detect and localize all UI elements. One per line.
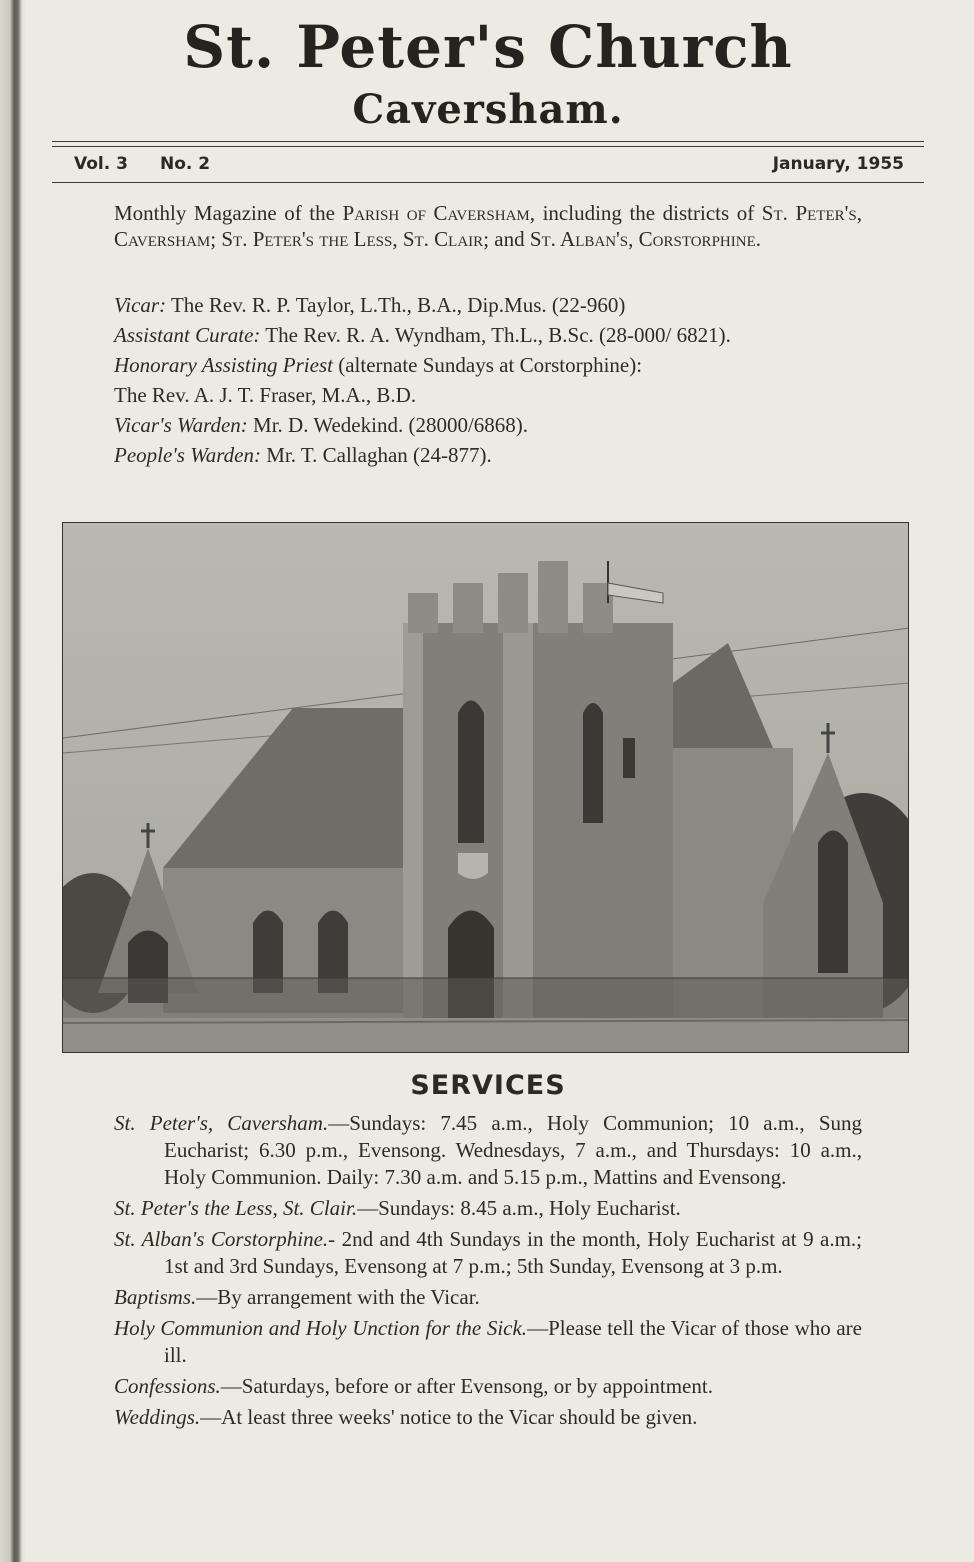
staff-assistant-curate <box>114 322 866 349</box>
staff-text: The Rev. A. J. T. Fraser, M.A., B.D. <box>114 383 417 407</box>
staff-vicar <box>114 292 866 319</box>
staff-role: Honorary Assisting Priest <box>114 353 333 377</box>
service-sick <box>114 1315 862 1369</box>
staff-text: The Rev. R. P. Taylor, L.Th., B.A., Dip.Mus. (22-960) <box>166 293 626 317</box>
service-st-albans <box>114 1226 862 1280</box>
staff-honorary-priest <box>114 352 866 379</box>
staff-role: Vicar: <box>114 293 167 317</box>
intro-text-2: , including the districts of <box>529 201 762 225</box>
service-text: —By arrangement with the Vicar. <box>196 1285 480 1309</box>
staff-role: Assistant Curate: <box>114 323 261 347</box>
service-text: —Please tell the Vicar of those who are ill. <box>164 1316 863 1367</box>
service-label: St. Peter's, Caversham. <box>114 1111 329 1135</box>
staff-role: People's Warden: <box>114 443 261 467</box>
church-illustration <box>63 523 909 1053</box>
issue-line <box>74 152 904 178</box>
staff-text: The Rev. R. A. Wyndham, Th.L., B.Sc. (28-000/ 6821). <box>260 323 731 347</box>
service-st-peters-the-less <box>114 1195 862 1222</box>
intro-text-3: ; <box>210 227 222 251</box>
issue-date: January, 1955 <box>772 154 904 174</box>
intro-text-4: ; and <box>483 227 530 251</box>
service-text: —Saturdays, before or after Evensong, or by appointment. <box>220 1374 713 1398</box>
intro-paragraph <box>114 200 862 252</box>
service-text: —Sundays: 8.45 a.m., Holy Eucharist. <box>357 1196 681 1220</box>
magazine-subtitle: Caversham. <box>352 86 624 133</box>
staff-text: Mr. T. Callaghan (24-877). <box>261 443 492 467</box>
service-label: Baptisms. <box>114 1285 197 1309</box>
intro-district-3: St. Alban's, Corstorphine <box>529 227 756 251</box>
staff-honorary-priest-name <box>114 382 866 409</box>
magazine-title: St. Peter's Church <box>183 13 793 81</box>
service-text: - 2nd and 4th Sundays in the month, Holy Eucharist at 9 a.m.; 1st and 3rd Sundays, Evensong at 7 p.m.; 5th Sunday, Evensong at 3 p.m. <box>164 1227 862 1278</box>
intro-district-1: St. Peter's, Caversham <box>114 201 862 251</box>
staff-vicars-warden <box>114 412 866 439</box>
header-rule-bottom <box>52 182 924 183</box>
service-label: Weddings. <box>114 1405 201 1429</box>
service-label: Confessions. <box>114 1374 221 1398</box>
page-spine <box>0 0 26 1562</box>
service-confessions <box>114 1373 862 1400</box>
service-text: —Sundays: 7.45 a.m., Holy Communion; 10 a.m., Sung Eucharist; 6.30 p.m., Evensong. Wednesdays, 7 a.m., and Thursdays: 10 a.m., Holy Communion. Daily: 7.30 a.m. and 5.15 p.m., Mattins and Evensong. <box>164 1111 863 1189</box>
service-label: St. Peter's the Less, St. Clair. <box>114 1196 358 1220</box>
header-rule-top <box>52 141 924 147</box>
clergy-list <box>114 292 866 472</box>
service-label: Holy Communion and Holy Unction for the Sick. <box>114 1316 528 1340</box>
issue-volume: Vol. 3 <box>74 154 128 174</box>
issue-number: No. 2 <box>160 154 211 174</box>
intro-text-5: . <box>755 227 761 251</box>
service-label: St. Alban's Corstorphine. <box>114 1227 329 1251</box>
intro-parish: Parish of Caversham <box>342 201 530 225</box>
masthead <box>52 10 924 136</box>
staff-text: Mr. D. Wedekind. (28000/6868). <box>247 413 529 437</box>
staff-text: (alternate Sundays at Corstorphine): <box>332 353 643 377</box>
service-weddings <box>114 1404 862 1431</box>
church-photograph <box>62 522 909 1053</box>
service-baptisms <box>114 1284 862 1311</box>
staff-peoples-warden <box>114 442 866 469</box>
intro-text-1: Monthly Magazine of the <box>114 201 343 225</box>
service-text: —At least three weeks' notice to the Vicar should be given. <box>200 1405 698 1429</box>
services-heading: SERVICES <box>410 1070 566 1101</box>
services-list <box>114 1110 862 1435</box>
intro-district-2: St. Peter's the Less, St. Clair <box>221 227 484 251</box>
staff-role: Vicar's Warden: <box>114 413 248 437</box>
service-st-peters-caversham <box>114 1110 862 1191</box>
